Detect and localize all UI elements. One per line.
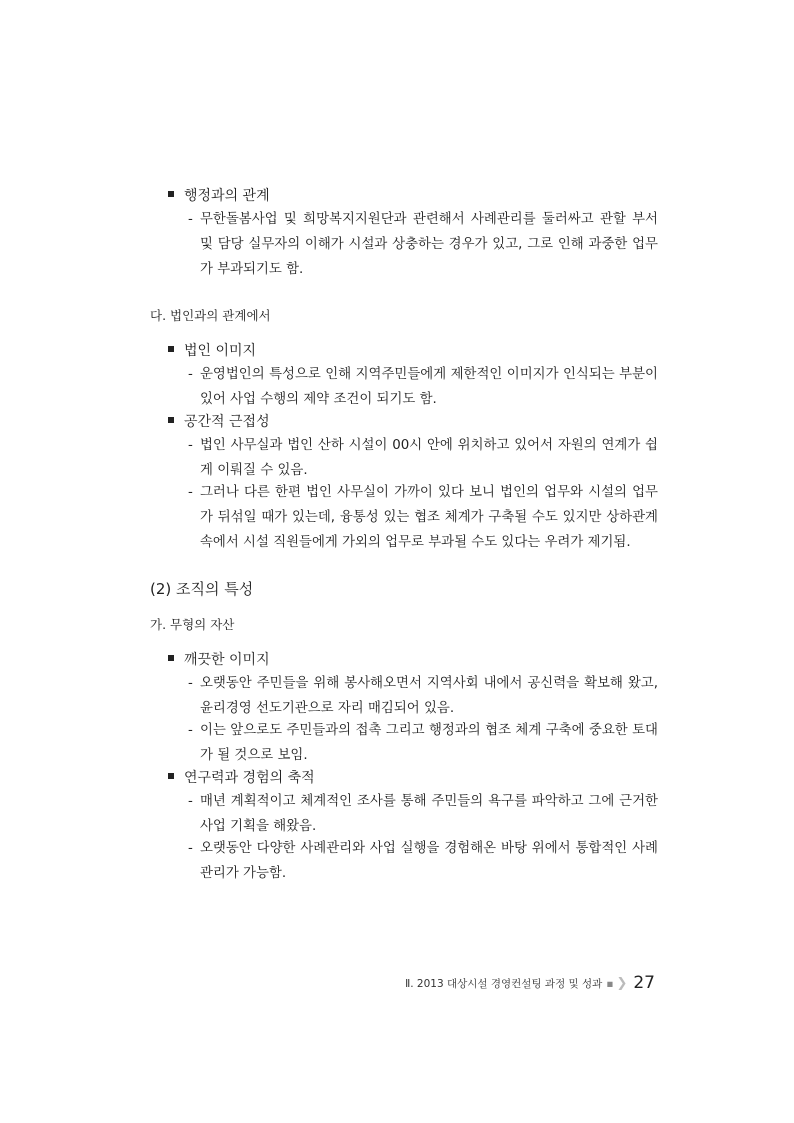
square-bullet-icon (168, 191, 174, 197)
dash-item: - 매년 계획적이고 체계적인 조사를 통해 주민들의 욕구를 파악하고 그에 근거한 사업 기획을 해왔음. (188, 794, 658, 834)
page-number: 27 (633, 973, 655, 993)
bullet-heading: 연구력과 경험의 축적 (168, 768, 315, 788)
subsection-heading: 다. 법인과의 관계에서 (150, 308, 271, 323)
subsection-heading: 가. 무형의 자산 (150, 617, 235, 632)
section-heading: (2) 조직의 특성 (150, 580, 254, 598)
square-bullet-icon (168, 773, 174, 779)
bullet-heading: 깨끗한 이미지 (168, 650, 270, 670)
dash-item: - 무한돌봄사업 및 희망복지지원단과 관련해서 사례관리를 둘러싸고 관할 부서 및 담당 실무자의 이해가 시설과 상충하는 경우가 있고, 그로 인해 과중한 업무가 부과되기도 함. (188, 212, 658, 277)
running-head: Ⅱ. 2013 대상시설 경영컨설팅 과정 및 성과 (405, 978, 603, 990)
dash-item: - 법인 사무실과 법인 산하 시설이 00시 안에 위치하고 있어서 자원의 연계가 쉽게 이뤄질 수 있음. (188, 438, 658, 478)
bullet-heading: 법인 이미지 (168, 341, 256, 361)
page-footer (405, 972, 655, 995)
dash-item: - 운영법인의 특성으로 인해 지역주민들에게 제한적인 이미지가 인식되는 부분이 있어 사업 수행의 제약 조건이 되기도 함. (188, 367, 658, 407)
dash-item: - 그러나 다른 한편 법인 사무실이 가까이 있다 보니 법인의 업무와 시설의 업무가 뒤섞일 때가 있는데, 융통성 있는 협조 체계가 구축될 수도 있지만 상하관계 속에서 시설 직원들에게 가외의 업무로 부과될 수도 있다는 우려가 제기됨. (188, 485, 658, 550)
dot-icon: ▪ (606, 978, 614, 990)
square-bullet-icon (168, 417, 174, 423)
bullet-heading: 공간적 근접성 (168, 412, 270, 432)
chevron-right-icon: ❯ (616, 976, 628, 991)
square-bullet-icon (168, 655, 174, 661)
square-bullet-icon (168, 346, 174, 352)
dash-item: - 이는 앞으로도 주민들과의 접촉 그리고 행정과의 협조 체계 구축에 중요한 토대가 될 것으로 보임. (188, 723, 658, 763)
dash-item: - 오랫동안 주민들을 위해 봉사해오면서 지역사회 내에서 공신력을 확보해 왔고, 윤리경영 선도기관으로 자리 매김되어 있음. (188, 676, 658, 716)
dash-item: - 오랫동안 다양한 사례관리와 사업 실행을 경험해온 바탕 위에서 통합적인 사례관리가 가능함. (188, 841, 658, 881)
bullet-heading: 행정과의 관계 (168, 186, 270, 206)
